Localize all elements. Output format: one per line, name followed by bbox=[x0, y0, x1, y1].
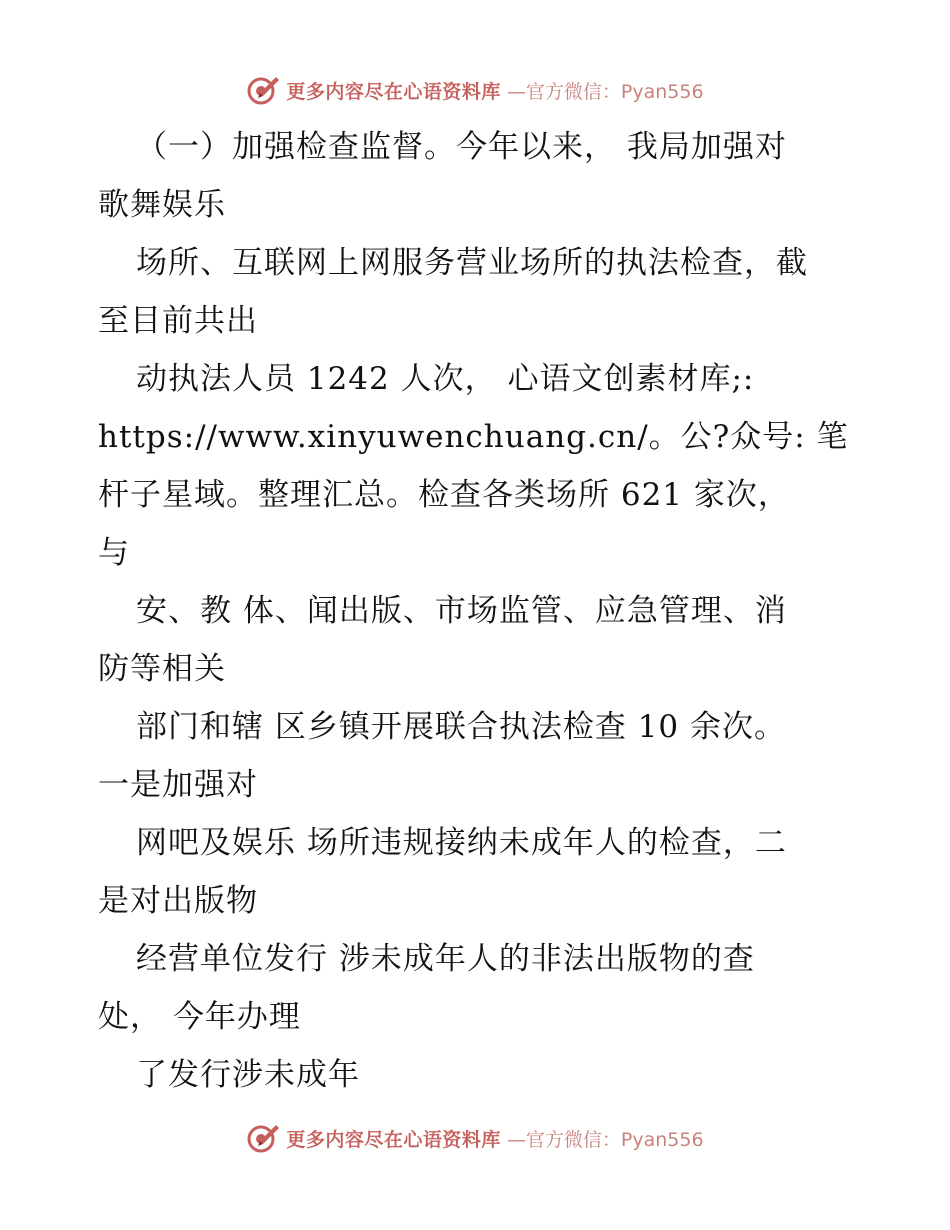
body-line: 动执法人员 1242 人次， 心语文创素材库;: bbox=[136, 361, 755, 397]
body-line: 经营单位发行 涉未成年人的非法出版物的查 bbox=[136, 941, 755, 977]
footer-watermark-banner bbox=[0, 1120, 950, 1156]
body-line: 网吧及娱乐 场所违规接纳未成年人的检查，二 bbox=[136, 825, 787, 861]
body-line: 场所、互联网上网服务营业场所的执法检查，截 bbox=[136, 245, 808, 281]
body-line: 部门和辖 区乡镇开展联合执法检查 10 余次。 bbox=[136, 709, 787, 745]
header-watermark-banner bbox=[0, 72, 950, 108]
body-line: 是对出版物 bbox=[98, 883, 258, 919]
body-line: 至目前共出 bbox=[98, 303, 258, 339]
pen-circle-logo-icon bbox=[246, 73, 280, 107]
body-line: 安、教 体、闻出版、市场监管、应急管理、消 bbox=[136, 593, 787, 629]
body-line: 处， 今年办理 bbox=[98, 999, 301, 1035]
pen-circle-logo-icon bbox=[246, 1121, 280, 1155]
body-line: 防等相关 bbox=[98, 651, 226, 687]
document-body bbox=[98, 118, 858, 1104]
body-line: （一）加强检查监督。今年以来， 我局加强对 bbox=[136, 129, 787, 165]
footer-site-text: 更多内容尽在心语资料库 bbox=[286, 1128, 501, 1151]
header-site-text: 更多内容尽在心语资料库 bbox=[286, 80, 501, 103]
body-line: 杆子星域。整理汇总。检查各类场所 621 家次， bbox=[98, 477, 790, 513]
header-contact-text: —官方微信：Pyan556 bbox=[506, 80, 704, 103]
body-line: 与 bbox=[98, 535, 130, 571]
body-line: 一是加强对 bbox=[98, 767, 258, 803]
body-line: 歌舞娱乐 bbox=[98, 187, 226, 223]
body-line: 了发行涉未成年 bbox=[136, 1057, 360, 1093]
footer-contact-text: —官方微信：Pyan556 bbox=[506, 1128, 704, 1151]
body-line: https://www.xinyuwenchuang.cn/。公?众号: 笔 bbox=[98, 419, 849, 455]
